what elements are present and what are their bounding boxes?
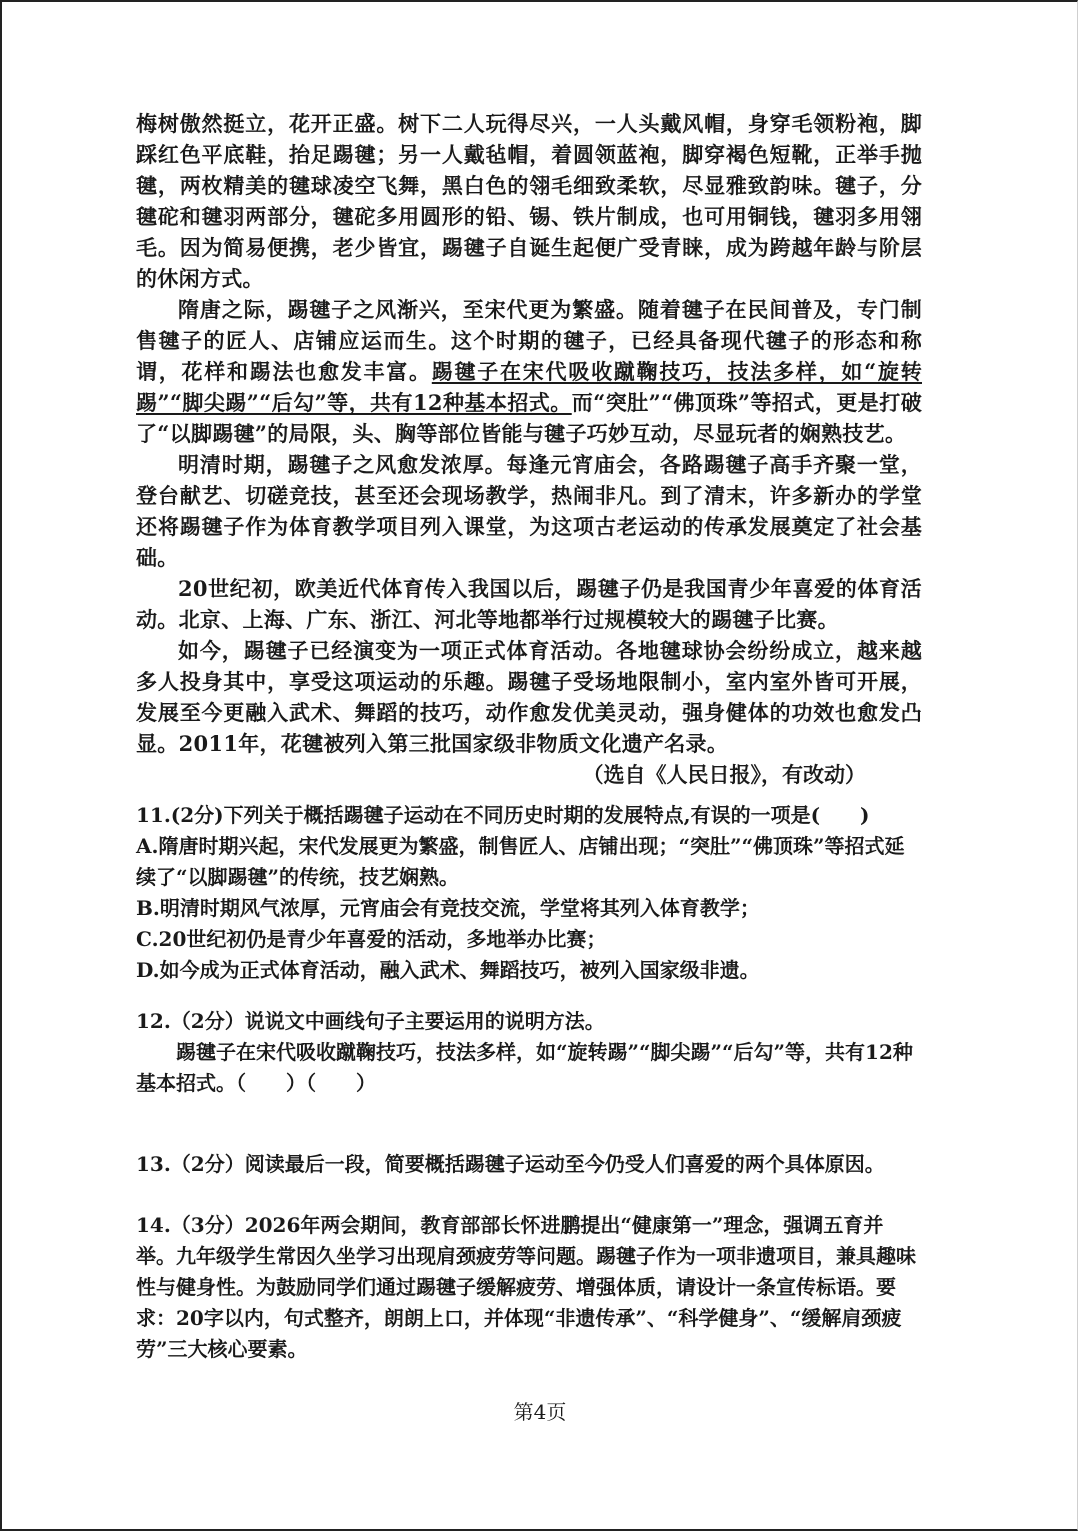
underlined-sentence: 踢毽子在宋代吸收蹴鞠技巧，技法多样，如“旋转踢”“脚尖踢”“后勾”等，共有12种基本招式。 <box>136 359 922 415</box>
question-12-stem: 12.（2分）说说文中画线句子主要运用的说明方法。 <box>136 1009 605 1033</box>
question-12-quote: 踢毽子在宋代吸收蹴鞠技巧，技法多样，如“旋转踢”“脚尖踢”“后勾”等，共有12种基本招式。（ ）（ ） <box>136 1040 913 1095</box>
question-11-stem: 11.(2分)下列关于概括踢毽子运动在不同历史时期的发展特点,有误的一项是( ) <box>136 803 870 827</box>
passage-paragraph-3: 明清时期，踢毽子之风愈发浓厚。每逢元宵庙会，各路踢毽子高手齐聚一堂，登台献艺、切磋竞技，甚至还会现场教学，热闹非凡。到了清末，许多新办的学堂还将踢毽子作为体育教学项目列入课堂，为这项古老运动的传承发展奠定了社会基础。 <box>136 452 922 570</box>
passage-p2-after: 而“突肚”“佛顶珠”等招式，更是打破了“以脚踢毽”的局限，头、胸等部位皆能与毽子巧妙互动，尽显玩者的娴熟技艺。 <box>136 390 922 446</box>
question-11 <box>136 800 922 986</box>
question-13 <box>136 1149 922 1180</box>
question-14-stem: 14.（3分）2026年两会期间，教育部部长怀进鹏提出“健康第一”理念，强调五育并举。九年级学生常因久坐学习出现肩颈疲劳等问题。踢毽子作为一项非遗项目，兼具趣味性与健身性。为鼓励同学们通过踢毽子缓解疲劳、增强体质，请设计一条宣传标语。要求：20字以内，句式整齐，朗朗上口，并体现“非遗传承”、“科学健身”、“缓解肩颈疲劳”三大核心要素。 <box>136 1213 916 1361</box>
passage-p2-before: 隋唐之际，踢毽子之风渐兴，至宋代更为繁盛。随着毽子在民间普及，专门制售毽子的匠人、店铺应运而生。这个时期的毽子，已经具备现代毽子的形态和称谓，花样和踢法也愈发丰富。 <box>136 297 922 384</box>
question-12 <box>136 1006 922 1099</box>
question-11-option-b: B.明清时期风气浓厚，元宵庙会有竞技交流，学堂将其列入体育教学； <box>136 896 760 920</box>
exam-page <box>136 108 922 1365</box>
question-13-stem: 13.（2分）阅读最后一段，简要概括踢毽子运动至今仍受人们喜爱的两个具体原因。 <box>136 1152 885 1176</box>
question-14 <box>136 1210 922 1365</box>
passage-paragraph-2 <box>136 294 922 449</box>
passage-paragraph-1: 梅树傲然挺立，花开正盛。树下二人玩得尽兴，一人头戴风帽，身穿毛领粉袍，脚踩红色平底鞋，抬足踢毽；另一人戴毡帽，着圆领蓝袍，脚穿褐色短靴，正举手抛毽，两枚精美的毽球凌空飞舞，黑白色的翎毛细致柔软，尽显雅致韵味。毽子，分毽砣和毽羽两部分，毽砣多用圆形的铅、锡、铁片制成，也可用铜钱，毽羽多用翎毛。因为简易便携，老少皆宜，踢毽子自诞生起便广受青睐，成为跨越年龄与阶层的休闲方式。 <box>136 111 922 291</box>
passage-paragraph-5: 如今，踢毽子已经演变为一项正式体育活动。各地毽球协会纷纷成立，越来越多人投身其中，享受这项运动的乐趣。踢毽子受场地限制小，室内室外皆可开展，发展至今更融入武术、舞蹈的技巧，动作愈发优美灵动，强身健体的功效也愈发凸显。2011年，花毽被列入第三批国家级非物质文化遗产名录。 <box>136 638 922 756</box>
page-number: 第4页 <box>513 1400 567 1424</box>
question-11-option-d: D.如今成为正式体育活动，融入武术、舞蹈技巧，被列入国家级非遗。 <box>136 958 760 982</box>
question-11-option-c: C.20世纪初仍是青少年喜爱的活动，多地举办比赛； <box>136 927 607 951</box>
passage-source: （选自《人民日报》，有改动） <box>582 762 866 787</box>
passage-paragraph-4: 20世纪初，欧美近代体育传入我国以后，踢毽子仍是我国青少年喜爱的体育活动。北京、上海、广东、浙江、河北等地都举行过规模较大的踢毽子比赛。 <box>136 576 922 632</box>
question-11-option-a: A.隋唐时期兴起，宋代发展更为繁盛，制售匠人、店铺出现；“突肚”“佛顶珠”等招式延续了“以脚踢毽”的传统，技艺娴熟。 <box>136 834 905 889</box>
